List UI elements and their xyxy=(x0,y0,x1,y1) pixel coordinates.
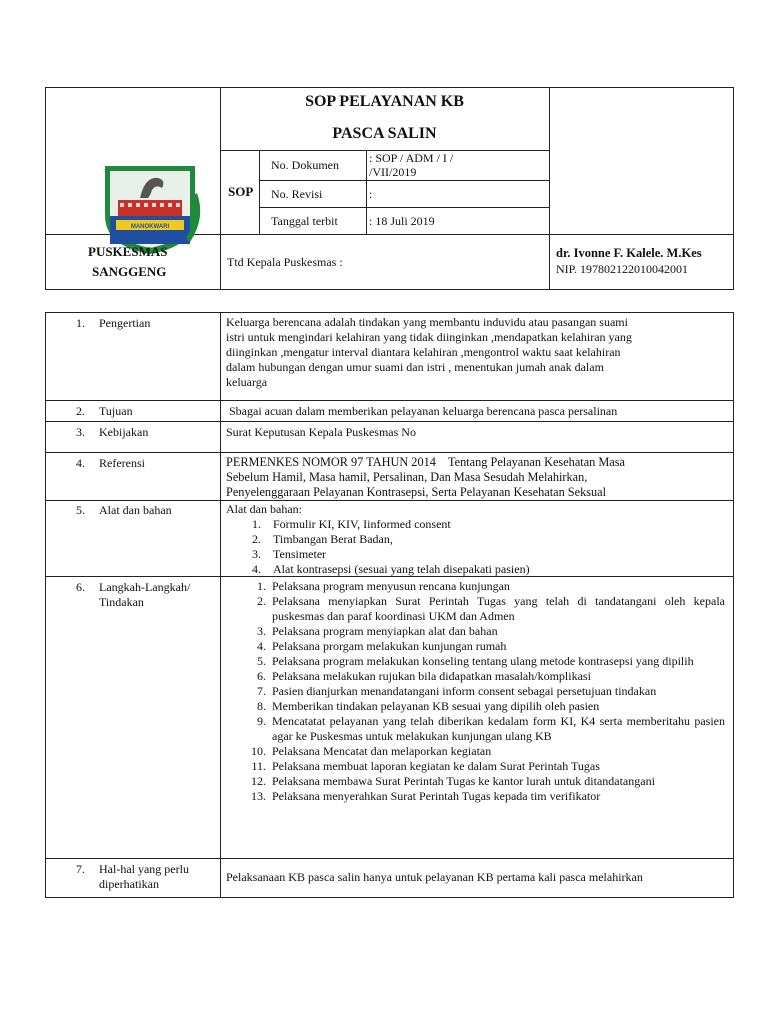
section-label-alat-bahan: Alat dan bahan xyxy=(99,503,172,517)
body-line: Sebelum Hamil, Masa hamil, Persalinan, Dan Masa Sesudah Melahirkan, xyxy=(226,470,588,484)
step-text: Pelaksana program melakukan konseling tentang ulang metode kontrasepsi yang dipilih xyxy=(272,654,694,668)
section-number: 7. xyxy=(76,862,85,876)
step-number: 3. xyxy=(257,624,266,638)
procedure-step xyxy=(244,759,725,774)
field-value-revision: : xyxy=(369,187,373,201)
procedure-step xyxy=(244,789,725,804)
sop-label: SOP xyxy=(228,184,254,199)
list-number: 1. xyxy=(252,517,261,531)
section-number: 1. xyxy=(76,316,85,330)
field-label-document-number: No. Dokumen xyxy=(271,158,339,172)
body-line: istri untuk mengindari kelahiran yang tidak diinginkan ,mendapatkan kelahiran yang xyxy=(226,330,632,344)
field-value-document-number-1: : SOP / ADM / I / xyxy=(369,151,454,165)
section-body-perhatian: Pelaksanaan KB pasca salin hanya untuk pelayanan KB pertama kali pasca melahirkan xyxy=(226,870,643,884)
list-item: Formulir KI, KIV, Iinformed consent xyxy=(273,517,451,531)
procedure-step xyxy=(244,579,725,594)
step-number: 7. xyxy=(257,684,266,698)
procedure-step xyxy=(244,684,725,699)
field-label-revision: No. Revisi xyxy=(271,187,323,201)
step-text: Pelaksana membawa Surat Perintah Tugas ke kantor lurah untuk ditandatangani xyxy=(272,774,655,788)
procedure-step xyxy=(244,774,725,789)
section-label-pengertian: Pengertian xyxy=(99,316,151,330)
step-number: 8. xyxy=(257,699,266,713)
list-number: 3. xyxy=(252,547,261,561)
section-label-referensi: Referensi xyxy=(99,456,145,470)
section-label-tujuan: Tujuan xyxy=(99,404,133,418)
field-value-document-number-2: /VII/2019 xyxy=(369,165,417,179)
body-line: diinginkan ,mengatur interval diantara kelahiran ,mengontrol waktu saat kelahiran xyxy=(226,345,621,359)
list-number: 2. xyxy=(252,532,261,546)
step-text: Memberikan tindakan pelayanan KB sesuai yang dipilih oleh pasien xyxy=(272,699,600,713)
step-text: Pasien dianjurkan menandatangani inform consent sebagai persetujuan tindakan xyxy=(272,684,657,698)
section-body-kebijakan: Surat Keputusan Kepala Puskesmas No xyxy=(226,425,416,439)
step-text: Pelaksana melakukan rujukan bila didapatkan masalah/komplikasi xyxy=(272,669,591,683)
section-label-langkah-2: Tindakan xyxy=(99,595,144,609)
list-item: Timbangan Berat Badan, xyxy=(273,532,393,546)
section-number: 4. xyxy=(76,456,85,470)
step-text: Pelaksana membuat laporan kegiatan ke dalam Surat Perintah Tugas xyxy=(272,759,600,773)
step-number: 4. xyxy=(257,639,266,653)
org-name-line2: SANGGENG xyxy=(92,264,167,279)
step-number: 6. xyxy=(257,669,266,683)
procedure-step xyxy=(244,594,725,624)
body-line: Keluarga berencana adalah tindakan yang membantu induvidu atau pasangan suami xyxy=(226,315,628,329)
list-number: 4. xyxy=(252,562,261,576)
section-intro-alat-bahan: Alat dan bahan: xyxy=(226,502,302,516)
list-item: Tensimeter xyxy=(273,547,327,561)
section-body-tujuan: Sbagai acuan dalam memberikan pelayanan keluarga berencana pasca persalinan xyxy=(226,404,618,418)
section-label-langkah-1: Langkah-Langkah/ xyxy=(99,580,191,594)
step-text: Pelaksana menyerahkan Surat Perintah Tugas kepada tim verifikator xyxy=(272,789,601,803)
step-text: Mencatatat pelayanan yang telah diberikan kedalam form KI, K4 serta memberitahu pasien agar ke Puskesmas untuk melakukan kunjungan ulang KB xyxy=(272,714,725,743)
puskesmas-logo xyxy=(100,158,210,258)
step-text: Pelaksana program menyiapkan alat dan bahan xyxy=(272,624,498,638)
body-line: Penyelenggaraan Pelayanan Kontrasepsi, Serta Pelayanan Kesehatan Seksual xyxy=(226,485,607,499)
step-text: Pelaksana Mencatat dan melaporkan kegiatan xyxy=(272,744,492,758)
step-number: 13. xyxy=(251,789,266,803)
body-line: dalam hubungan dengan umur suami dan istri , menentukan jumah anak dalam xyxy=(226,360,604,374)
step-number: 11. xyxy=(251,759,266,773)
procedure-step xyxy=(244,639,725,654)
sop-title-line1: SOP PELAYANAN KB xyxy=(305,93,464,110)
sop-title-line2: PASCA SALIN xyxy=(332,125,437,142)
step-number: 5. xyxy=(257,654,266,668)
section-number: 6. xyxy=(76,580,85,594)
section-number: 2. xyxy=(76,404,85,418)
step-number: 12. xyxy=(251,774,266,788)
step-text: Pelaksana program menyusun rencana kunjungan xyxy=(272,579,510,593)
procedure-step xyxy=(244,654,725,669)
section-label-kebijakan: Kebijakan xyxy=(99,425,149,439)
step-number: 10. xyxy=(251,744,266,758)
section-number: 5. xyxy=(76,503,85,517)
procedure-step xyxy=(244,669,725,684)
body-line: PERMENKES NOMOR 97 TAHUN 2014 Tentang Pelayanan Kesehatan Masa xyxy=(226,455,626,469)
list-item: Alat kontrasepsi (sesuai yang telah disepakati pasien) xyxy=(273,562,530,576)
field-label-issue-date: Tanggal terbit xyxy=(271,214,338,228)
procedure-steps xyxy=(244,579,725,804)
svg-text:MANOKWARI: MANOKWARI xyxy=(130,224,170,230)
step-text: Pelaksana menyiapkan Surat Perintah Tugas yang telah di tandatangani oleh kepala puskesmas dan paraf koordinasi UKM dan Admen xyxy=(272,594,725,623)
step-text: Pelaksana prorgam melakukan kunjungan rumah xyxy=(272,639,507,653)
field-value-issue-date: : 18 Juli 2019 xyxy=(369,214,435,228)
signer-name: dr. Ivonne F. Kalele. M.Kes xyxy=(556,246,702,260)
step-number: 9. xyxy=(257,714,266,728)
section-label-perhatian-2: diperhatikan xyxy=(99,877,159,891)
section-label-perhatian-1: Hal-hal yang perlu xyxy=(99,862,189,876)
step-number: 1. xyxy=(257,579,266,593)
signer-nip: NIP. 197802122010042001 xyxy=(556,262,689,276)
org-name-line1: PUSKESMAS xyxy=(88,244,168,259)
procedure-step xyxy=(244,624,725,639)
section-number: 3. xyxy=(76,425,85,439)
body-line: keluarga xyxy=(226,375,268,389)
procedure-step xyxy=(244,699,725,714)
signature-label: Ttd Kepala Puskesmas : xyxy=(227,255,343,269)
step-number: 2. xyxy=(257,594,266,608)
procedure-step xyxy=(244,744,725,759)
procedure-step xyxy=(244,714,725,744)
